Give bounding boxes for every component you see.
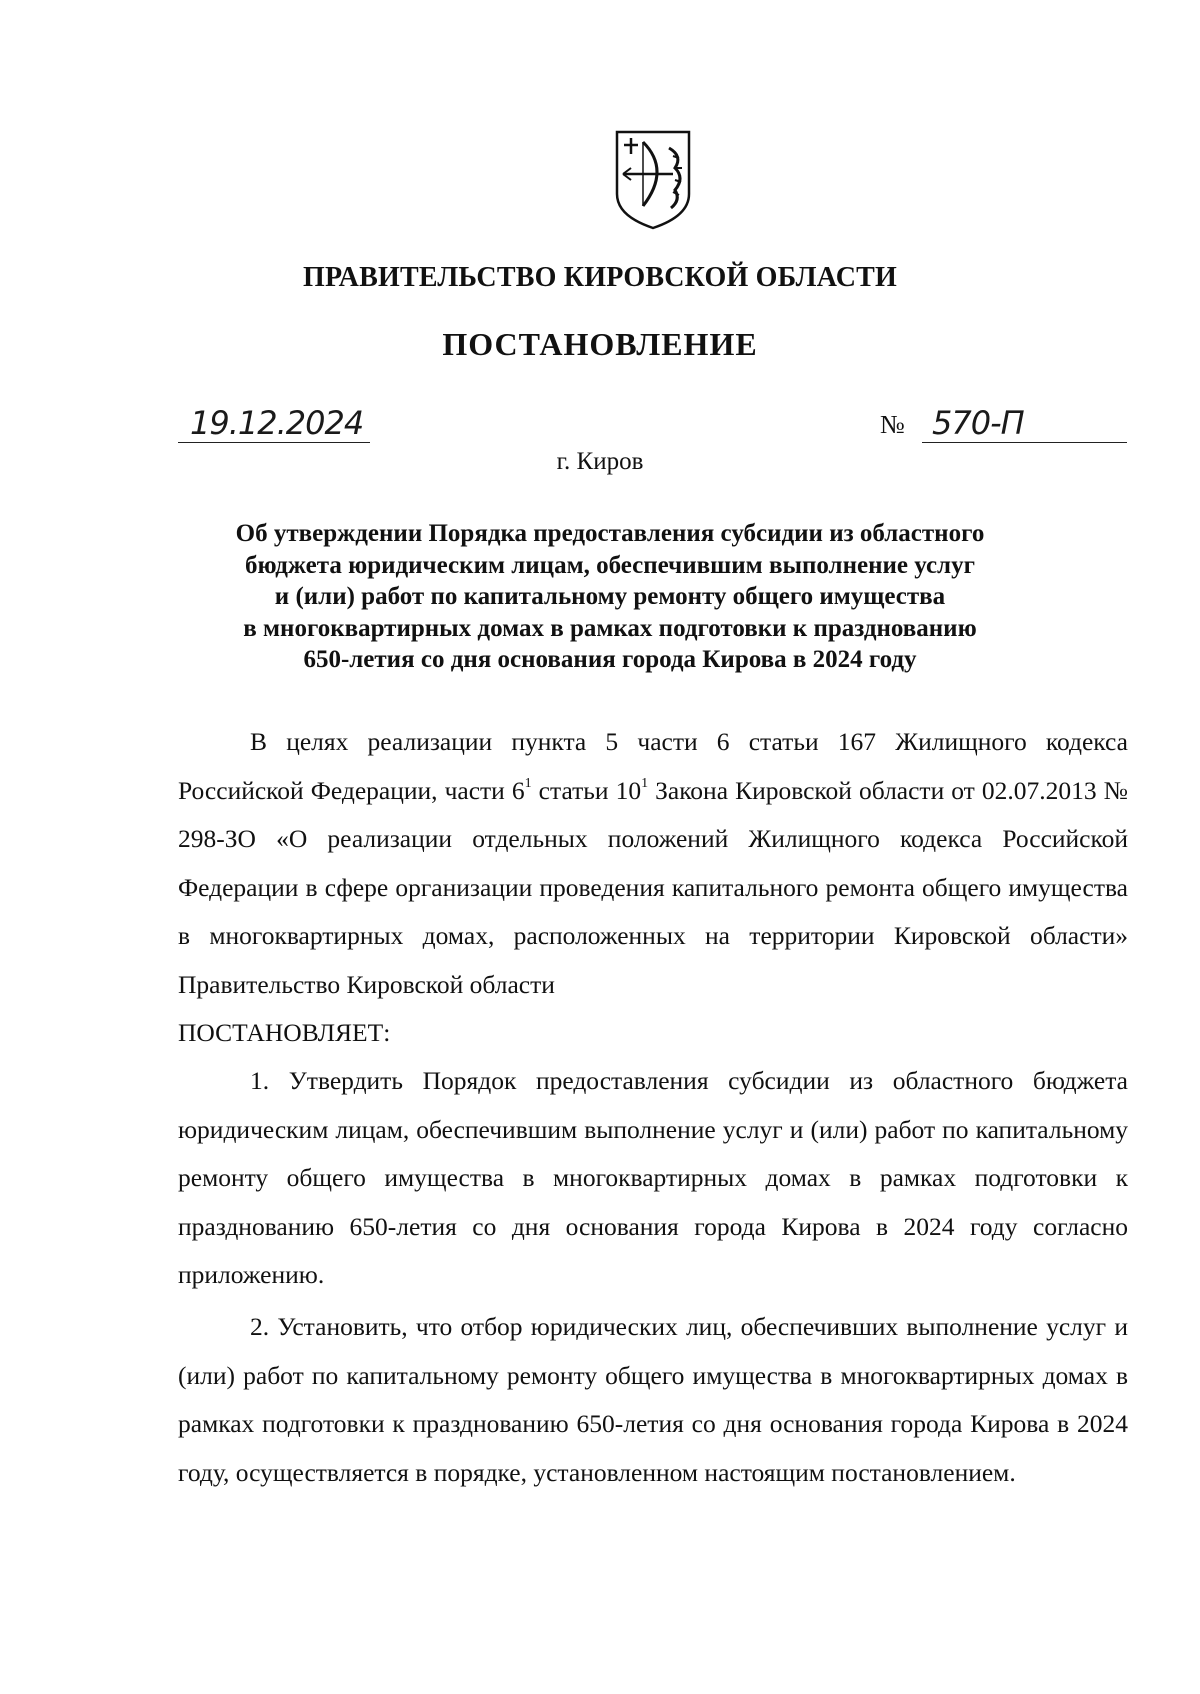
superscript: 1 — [641, 776, 649, 791]
government-title: ПРАВИТЕЛЬСТВО КИРОВСКОЙ ОБЛАСТИ — [302, 262, 897, 293]
resolves-word: ПОСТАНОВЛЯЕТ: — [178, 1018, 391, 1047]
handwritten-number: 570-П — [932, 404, 1024, 442]
preamble-text: статьи 10 — [531, 775, 642, 805]
item-paragraph-2: 2. Установить, что отбор юридических лиц, обеспечивших выполнение услуг и (или) работ по капитальному ремонту общего имущества в многоквартирных домах в рамках подготовки к празднованию 650-летия со дня основания города Кирова в 2024 году, осуществляется в порядке, установленном настоящим постановлением. — [178, 1312, 1128, 1487]
heading-line: 650-летия со дня основания города Кирова в 2024 году — [303, 646, 917, 673]
document-heading — [180, 518, 1040, 676]
preamble-paragraph — [178, 718, 1128, 1058]
handwritten-date: 19.12.2024 — [190, 404, 364, 442]
superscript: 1 — [524, 776, 532, 791]
item-paragraph-1: 1. Утвердить Порядок предоставления субсидии из областного бюджета юридическим лицам, обеспечившим выполнение услуг и (или) работ по капитальному ремонту общего имущества в многоквартирных домах в рамках подготовки к празднованию 650-летия со дня основания города Кирова в 2024 году согласно приложению. — [178, 1066, 1128, 1289]
heading-line: Об утверждении Порядка предоставления субсидии из областного — [235, 520, 985, 547]
number-sign: № — [880, 410, 905, 439]
heading-line: и (или) работ по капитальному ремонту общего имущества — [274, 583, 946, 610]
kirov-coat-of-arms-icon — [613, 128, 693, 232]
issue-city: г. Киров — [556, 448, 644, 475]
document-date-field — [178, 402, 370, 443]
preamble-text: В целях реализации пункта 5 части 6 статьи 167 Жилищного кодекса Российской Федерации, части 6 — [178, 727, 1128, 805]
heading-line: бюджета юридическим лицам, обеспечившим выполнение услуг — [245, 551, 975, 579]
heading-line: в многоквартирных домах в рамках подготовки к празднованию — [243, 614, 977, 642]
document-type: ПОСТАНОВЛЕНИЕ — [442, 326, 758, 362]
document-number-field — [922, 402, 1127, 443]
preamble-text: Закона Кировской области от 02.07.2013 № 298-ЗО «О реализации отдельных положений Жилищного кодекса Российской Федерации в сфере организации проведения капитального ремонта общего имущества в многоквартирных домах, расположенных на территории Кировской области» Правительство Кировской области — [178, 775, 1128, 999]
